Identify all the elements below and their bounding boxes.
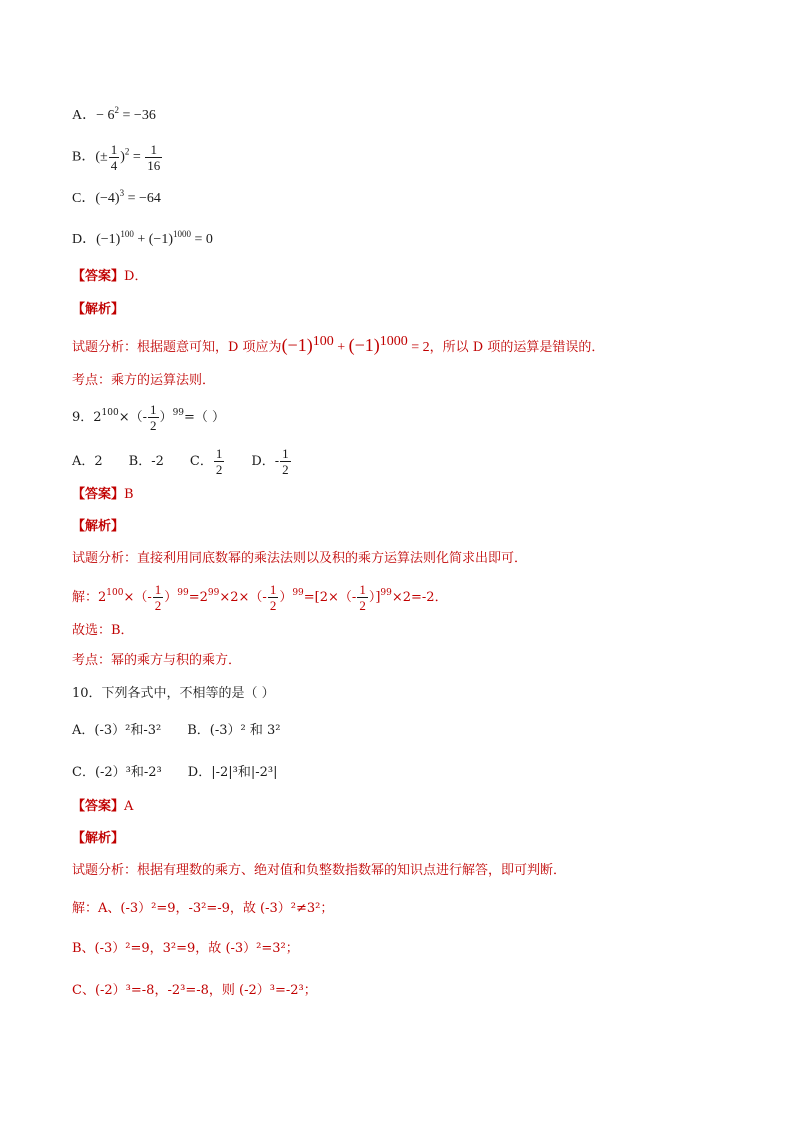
term: (−1): [96, 232, 121, 247]
q10-answer: [72, 798, 133, 816]
q8-option-d: [72, 231, 213, 249]
option-c: C．(-2）³和-2³: [72, 765, 162, 780]
option-d-fraction: [280, 446, 291, 477]
fraction: [153, 582, 164, 613]
minus-sign: -: [142, 410, 148, 425]
stem-text: ×（: [118, 410, 143, 425]
q8-analysis-tag: 【解析】: [72, 302, 125, 317]
sol-text: ）: [279, 590, 293, 605]
exponent: 100: [106, 588, 124, 598]
exponent: 1000: [172, 229, 191, 239]
expr: − 6: [96, 108, 115, 123]
exponent: 100: [120, 229, 134, 239]
q9-analysis: 试题分析：直接利用同底数幂的乘法法则以及积的乘方运算法则化简求出即可．: [72, 551, 528, 566]
q8-option-c: [72, 190, 161, 208]
plus: +: [333, 340, 349, 355]
option-label: C．: [72, 191, 96, 206]
equals: =: [129, 149, 141, 165]
equals: = 2: [407, 340, 430, 355]
stem-text: 9．2: [72, 410, 102, 425]
q10-analysis-tag: 【解析】: [72, 831, 125, 846]
sol-text: ×2×（-: [219, 590, 267, 605]
option-label: A．: [72, 108, 97, 123]
term: (−1): [348, 335, 380, 355]
q10-solution-a: 解：A、(-3）²=9，-3²=-9，故 (-3）²≠3²；: [72, 901, 334, 916]
q10-analysis: 试题分析：根据有理数的乘方、绝对值和负整数指数幂的知识点进行解答，即可判断．: [72, 863, 567, 878]
expr-close: ): [120, 149, 125, 165]
q8-answer: [72, 268, 147, 286]
q10-options-cd: [72, 764, 277, 782]
denominator: 2: [154, 598, 162, 613]
fraction: [148, 402, 159, 433]
expr-open: (±: [95, 149, 108, 165]
q8-kaodian: 考点：乘方的运算法则．: [72, 373, 216, 388]
answer-value: D．: [124, 269, 148, 284]
numerator: 1: [110, 142, 118, 157]
answer-tag: 【答案】: [72, 487, 125, 502]
q9-analysis-tag: 【解析】: [72, 519, 125, 534]
stem-text: =（ ）: [184, 410, 226, 425]
exponent: 100: [312, 334, 334, 349]
expr-rest: = −36: [119, 108, 156, 123]
term: (−1): [281, 335, 313, 355]
denominator: 2: [150, 418, 157, 433]
numerator: 1: [359, 582, 366, 597]
option-c-label: C．: [189, 454, 213, 469]
q8-analysis: [72, 336, 604, 357]
denominator: 2: [269, 598, 277, 613]
analysis-text: 试题分析：根据题意可知，D 项应为: [72, 340, 282, 355]
q9-stem: [72, 402, 225, 433]
term: + (−1): [133, 232, 173, 247]
denominator: 4: [110, 158, 118, 173]
exponent: 99: [380, 588, 392, 598]
q10-options-ab: [72, 722, 280, 740]
exponent: 100: [101, 408, 119, 418]
q10-solution-b: B、(-3）²=9，3²=9，故 (-3）²=3²；: [72, 941, 299, 956]
q9-kaodian: 考点：幂的乘方与积的乘方．: [72, 653, 242, 668]
exponent: 99: [292, 588, 304, 598]
numerator: 1: [154, 582, 162, 597]
numerator: 1: [282, 446, 289, 461]
sol-text: 解：2: [72, 590, 107, 605]
denominator: 2: [215, 462, 223, 477]
fraction: [268, 582, 279, 613]
exponent: 2: [114, 105, 120, 115]
q10-stem: 10．下列各式中，不相等的是（ ）: [72, 686, 275, 701]
stem-text: ）: [159, 410, 173, 425]
fraction-result: [145, 142, 162, 173]
denominator: 16: [147, 158, 161, 173]
exponent: 99: [177, 588, 189, 598]
q9-options: [72, 446, 292, 477]
analysis-text: ，所以 D 项的运算是错误的．: [429, 340, 605, 355]
sol-text: =[2×（-: [303, 590, 357, 605]
expr: (−4): [95, 191, 120, 206]
numerator: 1: [269, 582, 277, 597]
numerator: 1: [215, 446, 223, 461]
option-b: B．(-3）² 和 3²: [187, 723, 281, 738]
answer-value: B: [124, 487, 134, 502]
option-a: A．(-3）²和-3²: [72, 723, 162, 738]
q10-solution-c: C、(-2）³=-8，-2³=-8，则 (-2）³=-2³；: [72, 983, 317, 998]
numerator: 1: [145, 142, 162, 158]
option-b: B．-2: [128, 454, 164, 469]
q9-answer: [72, 486, 134, 504]
sol-text: ）: [164, 590, 178, 605]
fraction: [357, 582, 368, 613]
option-d: D．|-2|³和|-2³|: [187, 765, 278, 780]
numerator: 1: [150, 402, 157, 417]
denominator: 2: [282, 462, 289, 477]
q9-choice: 故选：B．: [72, 623, 134, 638]
expr-rest: = 0: [190, 232, 213, 247]
q8-option-b: [72, 142, 163, 173]
option-c-fraction: [214, 446, 225, 477]
sol-text: ）]: [368, 590, 381, 605]
exponent: 99: [207, 588, 220, 598]
q8-option-a: [72, 107, 156, 125]
exponent: 3: [119, 188, 125, 198]
option-label: D．: [72, 232, 97, 247]
sol-text: ×2=-2．: [391, 590, 448, 605]
q9-solution: [72, 582, 448, 613]
answer-value: A: [124, 799, 134, 814]
exponent: 2: [124, 146, 130, 157]
exponent: 99: [172, 408, 185, 418]
option-a: A．2: [72, 454, 103, 469]
sol-text: ×（-: [123, 590, 152, 605]
fraction: [109, 142, 120, 173]
option-label: B．: [72, 149, 96, 165]
answer-tag: 【答案】: [72, 799, 125, 814]
option-d-label: D．-: [251, 454, 280, 469]
answer-tag: 【答案】: [72, 269, 125, 284]
expr-rest: = −64: [124, 191, 161, 206]
exponent: 1000: [379, 334, 408, 349]
sol-text: =2: [188, 590, 208, 605]
denominator: 2: [359, 598, 366, 613]
